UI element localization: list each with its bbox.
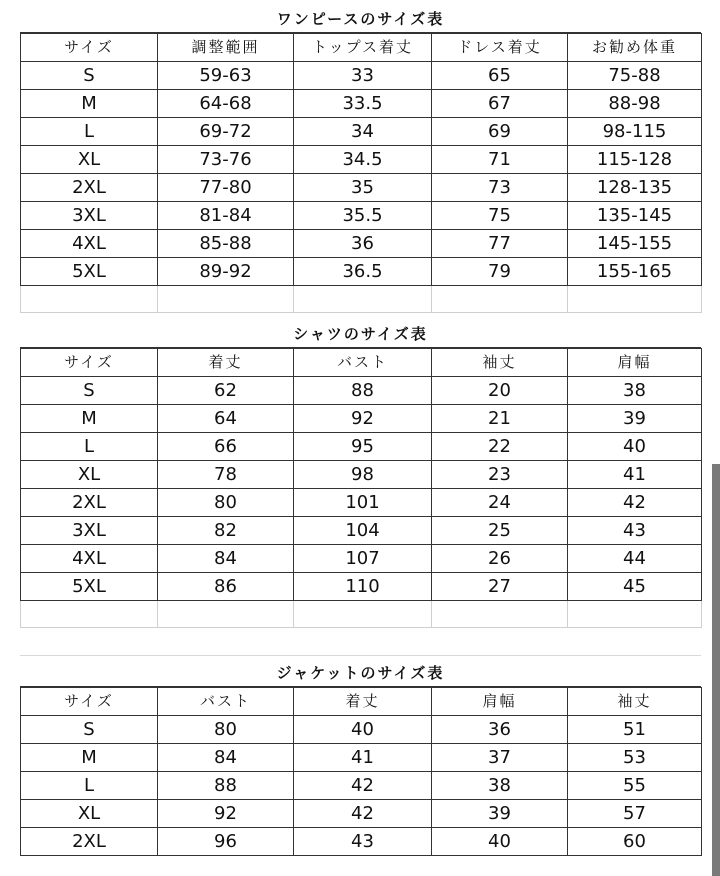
table-cell: 33.5 — [294, 90, 432, 118]
column-header: 調整範囲 — [158, 34, 294, 62]
column-header: 着丈 — [158, 349, 294, 377]
onepiece-table-title: ワンピースのサイズ表 — [20, 6, 701, 33]
table-cell: L — [21, 118, 158, 146]
table-cell: XL — [21, 146, 158, 174]
table-cell: M — [21, 90, 158, 118]
table-row — [21, 545, 702, 573]
table-cell: 2XL — [21, 489, 158, 517]
table-cell: 81-84 — [158, 202, 294, 230]
table-cell: 69 — [432, 118, 568, 146]
table-cell: 101 — [294, 489, 432, 517]
table-cell: 77 — [432, 230, 568, 258]
table-cell: 39 — [568, 405, 702, 433]
table-cell: 78 — [158, 461, 294, 489]
table-row — [21, 800, 702, 828]
column-header: お勧め体重 — [568, 34, 702, 62]
column-header: サイズ — [21, 688, 158, 716]
table-cell: 64 — [158, 405, 294, 433]
table-row — [21, 461, 702, 489]
table-cell: 2XL — [21, 174, 158, 202]
column-header: 袖丈 — [568, 688, 702, 716]
table-cell: 24 — [432, 489, 568, 517]
table-cell: 27 — [432, 573, 568, 601]
table-cell: 62 — [158, 377, 294, 405]
table-cell: 40 — [568, 433, 702, 461]
table-cell: 37 — [432, 744, 568, 772]
table-cell: 65 — [432, 62, 568, 90]
column-header: 肩幅 — [432, 688, 568, 716]
table-cell: 51 — [568, 716, 702, 744]
onepiece-size-table — [20, 33, 702, 313]
table-cell: 38 — [568, 377, 702, 405]
table-cell: 41 — [294, 744, 432, 772]
table-row — [21, 433, 702, 461]
table-cell: 73-76 — [158, 146, 294, 174]
table-cell: 26 — [432, 545, 568, 573]
table-cell: 107 — [294, 545, 432, 573]
divider — [20, 655, 701, 656]
table-row — [21, 828, 702, 856]
table-cell: 45 — [568, 573, 702, 601]
table-cell: 42 — [294, 800, 432, 828]
column-header: トップス着丈 — [294, 34, 432, 62]
onepiece-size-sheet — [20, 6, 701, 313]
table-cell: S — [21, 716, 158, 744]
table-cell: 77-80 — [158, 174, 294, 202]
table-cell: 79 — [432, 258, 568, 286]
column-header: 肩幅 — [568, 349, 702, 377]
table-cell: 59-63 — [158, 62, 294, 90]
table-cell: 20 — [432, 377, 568, 405]
table-row — [21, 202, 702, 230]
table-row — [21, 377, 702, 405]
column-header: 着丈 — [294, 688, 432, 716]
table-cell: 84 — [158, 545, 294, 573]
table-cell: 64-68 — [158, 90, 294, 118]
table-cell: 73 — [432, 174, 568, 202]
table-cell: S — [21, 377, 158, 405]
table-cell: 57 — [568, 800, 702, 828]
table-cell: 5XL — [21, 258, 158, 286]
table-cell: 88-98 — [568, 90, 702, 118]
table-row — [21, 258, 702, 286]
table-cell: 34 — [294, 118, 432, 146]
table-cell: 92 — [158, 800, 294, 828]
table-cell: 67 — [432, 90, 568, 118]
scroll-edge-bar — [712, 464, 720, 876]
table-header-row — [21, 349, 702, 377]
table-cell: 145-155 — [568, 230, 702, 258]
table-cell: XL — [21, 800, 158, 828]
table-cell: 84 — [158, 744, 294, 772]
table-row — [21, 118, 702, 146]
shirt-size-table — [20, 348, 702, 628]
table-cell: 35 — [294, 174, 432, 202]
shirt-size-sheet — [20, 321, 701, 628]
table-cell: 42 — [568, 489, 702, 517]
table-cell: 88 — [294, 377, 432, 405]
table-cell: XL — [21, 461, 158, 489]
table-cell: 80 — [158, 716, 294, 744]
table-cell: 96 — [158, 828, 294, 856]
table-cell: 2XL — [21, 828, 158, 856]
table-row — [21, 573, 702, 601]
table-cell: M — [21, 744, 158, 772]
table-cell: 98-115 — [568, 118, 702, 146]
table-cell: 85-88 — [158, 230, 294, 258]
jacket-size-sheet — [20, 660, 701, 856]
table-cell: M — [21, 405, 158, 433]
table-cell: 135-145 — [568, 202, 702, 230]
column-header: バスト — [158, 688, 294, 716]
table-header-row — [21, 688, 702, 716]
table-cell: 33 — [294, 62, 432, 90]
table-cell: 71 — [432, 146, 568, 174]
table-cell: 86 — [158, 573, 294, 601]
table-cell: 43 — [568, 517, 702, 545]
table-cell: 35.5 — [294, 202, 432, 230]
table-row — [21, 517, 702, 545]
jacket-table-title: ジャケットのサイズ表 — [20, 660, 701, 687]
table-cell: L — [21, 772, 158, 800]
table-cell: 44 — [568, 545, 702, 573]
table-cell: 89-92 — [158, 258, 294, 286]
jacket-size-table — [20, 687, 702, 856]
table-cell: 75-88 — [568, 62, 702, 90]
table-row — [21, 146, 702, 174]
table-cell: 104 — [294, 517, 432, 545]
table-row — [21, 90, 702, 118]
table-row — [21, 174, 702, 202]
table-row — [21, 405, 702, 433]
column-header: サイズ — [21, 349, 158, 377]
table-cell: 75 — [432, 202, 568, 230]
table-header-row — [21, 34, 702, 62]
table-cell: 43 — [294, 828, 432, 856]
table-cell: 155-165 — [568, 258, 702, 286]
empty-row — [21, 601, 702, 628]
table-cell: 128-135 — [568, 174, 702, 202]
table-row — [21, 772, 702, 800]
empty-row — [21, 286, 702, 313]
table-cell: 40 — [432, 828, 568, 856]
table-cell: 39 — [432, 800, 568, 828]
column-header: 袖丈 — [432, 349, 568, 377]
table-cell: 22 — [432, 433, 568, 461]
table-cell: 3XL — [21, 517, 158, 545]
table-cell: 95 — [294, 433, 432, 461]
column-header: バスト — [294, 349, 432, 377]
table-cell: 42 — [294, 772, 432, 800]
table-cell: 36.5 — [294, 258, 432, 286]
table-cell: 82 — [158, 517, 294, 545]
table-row — [21, 489, 702, 517]
table-cell: 55 — [568, 772, 702, 800]
table-cell: 110 — [294, 573, 432, 601]
table-row — [21, 62, 702, 90]
table-cell: L — [21, 433, 158, 461]
table-cell: S — [21, 62, 158, 90]
table-cell: 69-72 — [158, 118, 294, 146]
table-cell: 115-128 — [568, 146, 702, 174]
table-cell: 88 — [158, 772, 294, 800]
table-cell: 53 — [568, 744, 702, 772]
table-cell: 41 — [568, 461, 702, 489]
table-cell: 21 — [432, 405, 568, 433]
table-row — [21, 716, 702, 744]
table-cell: 4XL — [21, 545, 158, 573]
table-cell: 38 — [432, 772, 568, 800]
table-cell: 23 — [432, 461, 568, 489]
table-cell: 36 — [294, 230, 432, 258]
table-cell: 3XL — [21, 202, 158, 230]
table-cell: 60 — [568, 828, 702, 856]
table-cell: 40 — [294, 716, 432, 744]
table-cell: 66 — [158, 433, 294, 461]
table-cell: 5XL — [21, 573, 158, 601]
table-cell: 34.5 — [294, 146, 432, 174]
column-header: ドレス着丈 — [432, 34, 568, 62]
table-row — [21, 230, 702, 258]
table-row — [21, 744, 702, 772]
table-cell: 92 — [294, 405, 432, 433]
table-cell: 98 — [294, 461, 432, 489]
column-header: サイズ — [21, 34, 158, 62]
table-cell: 36 — [432, 716, 568, 744]
shirt-table-title: シャツのサイズ表 — [20, 321, 701, 348]
table-cell: 25 — [432, 517, 568, 545]
table-cell: 80 — [158, 489, 294, 517]
table-cell: 4XL — [21, 230, 158, 258]
